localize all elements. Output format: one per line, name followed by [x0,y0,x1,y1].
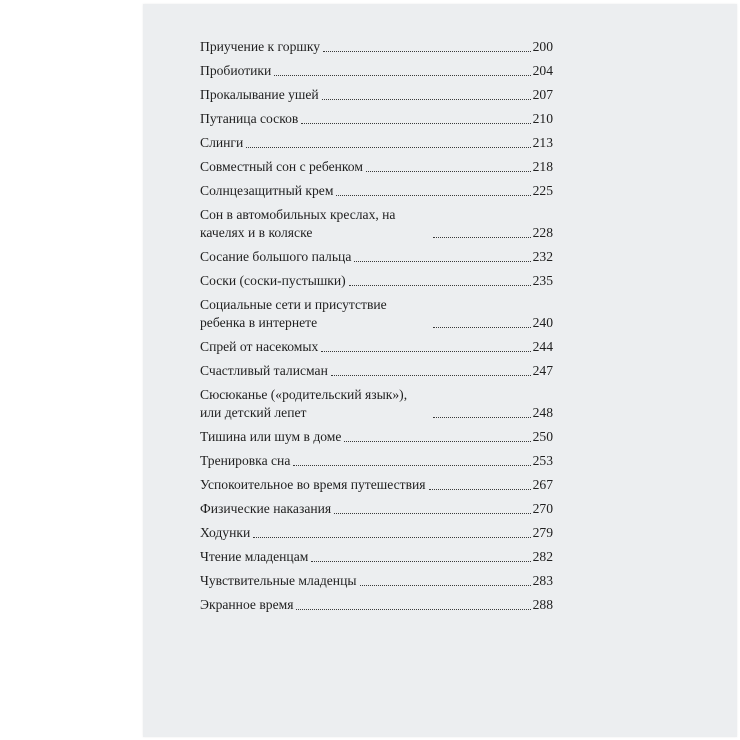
toc-entry-title: Сюсюканье («родительский язык»), или детский лепет [200,387,408,420]
toc-entry-title: Экранное время [200,597,294,612]
toc-entry[interactable] [200,524,553,542]
dot-leader [322,99,531,100]
toc-entry-title: Соски (соски-пустышки) [200,273,346,288]
toc-entry[interactable] [200,548,553,566]
toc-entry-page: 228 [532,225,553,240]
toc-entry-title: Счастливый талисман [200,363,328,378]
dot-leader [331,375,531,376]
dot-leader [293,465,530,466]
dot-leader [321,351,530,352]
toc-entry-title: Сосание большого пальца [200,249,352,264]
dot-leader [274,75,530,76]
toc-entry-title: Спрей от насекомых [200,339,319,354]
toc-entry[interactable] [200,452,553,470]
dot-leader [334,513,530,514]
toc-entry-page: 200 [532,39,553,54]
dot-leader [301,123,530,124]
toc-entry-title: Пробиотики [200,63,272,78]
toc-entry-title: Чувствительные младенцы [200,573,357,588]
toc-entry-page: 267 [532,477,553,492]
toc-entry[interactable] [200,86,553,104]
toc-entry-title: Физические наказания [200,501,332,516]
dot-leader [296,609,530,610]
toc-entry-title: Чтение младенцам [200,549,309,564]
dot-leader [349,285,531,286]
toc-entry[interactable] [200,134,553,152]
dot-leader [433,417,531,418]
dot-leader [336,195,530,196]
toc-entry-page: 247 [532,363,553,378]
toc-entry-title: Прокалывание ушей [200,87,319,102]
toc-entry-title: Тишина или шум в доме [200,429,342,444]
dot-leader [366,171,531,172]
toc-entry[interactable] [200,476,553,494]
toc-entry[interactable] [200,362,553,380]
toc-entry-page: 283 [532,573,553,588]
toc-entry[interactable] [200,386,553,422]
toc-entry[interactable] [200,428,553,446]
toc-entry-page: 210 [532,111,553,126]
toc-entry-title: Социальные сети и присутствие ребенка в интернете [200,297,387,330]
dot-leader [433,237,531,238]
toc-entry[interactable] [200,500,553,518]
toc-entry-title: Слинги [200,135,244,150]
toc-entry-page: 250 [532,429,553,444]
toc-entry[interactable] [200,272,553,290]
dot-leader [429,489,531,490]
toc-entry[interactable] [200,38,553,56]
toc-entry[interactable] [200,158,553,176]
toc-entry-title: Солнцезащитный крем [200,183,334,198]
dot-leader [311,561,530,562]
toc-entry-page: 207 [532,87,553,102]
toc-entry[interactable] [200,110,553,128]
toc-entry-title: Ходунки [200,525,251,540]
toc-entry[interactable] [200,596,553,614]
toc-entry-page: 240 [532,315,553,330]
toc-entry-page: 279 [532,525,553,540]
toc-entry-page: 225 [532,183,553,198]
dot-leader [323,51,531,52]
table-of-contents [200,38,553,620]
toc-entry-page: 244 [532,339,553,354]
dot-leader [360,585,531,586]
toc-entry[interactable] [200,62,553,80]
toc-entry-page: 218 [532,159,553,174]
toc-entry-page: 232 [532,249,553,264]
toc-entry-page: 248 [532,405,553,420]
dot-leader [344,441,530,442]
toc-entry-page: 213 [532,135,553,150]
dot-leader [253,537,530,538]
toc-entry[interactable] [200,182,553,200]
toc-entry[interactable] [200,338,553,356]
toc-entry-page: 253 [532,453,553,468]
dot-leader [246,147,530,148]
toc-entry-title: Приучение к горшку [200,39,321,54]
dot-leader [433,327,531,328]
toc-entry-title: Путаница сосков [200,111,299,126]
toc-entry[interactable] [200,206,553,242]
toc-entry-page: 204 [532,63,553,78]
toc-entry-title: Тренировка сна [200,453,291,468]
toc-entry-page: 288 [532,597,553,612]
toc-entry[interactable] [200,572,553,590]
dot-leader [354,261,530,262]
toc-entry-page: 235 [532,273,553,288]
toc-entry-title: Успокоительное во время путешествия [200,477,426,492]
toc-entry[interactable] [200,296,553,332]
toc-entry-title: Совместный сон с ребенком [200,159,363,174]
toc-entry[interactable] [200,248,553,266]
toc-entry-page: 282 [532,549,553,564]
toc-entry-title: Сон в автомобильных креслах, на качелях и в коляске [200,207,396,240]
toc-entry-page: 270 [532,501,553,516]
